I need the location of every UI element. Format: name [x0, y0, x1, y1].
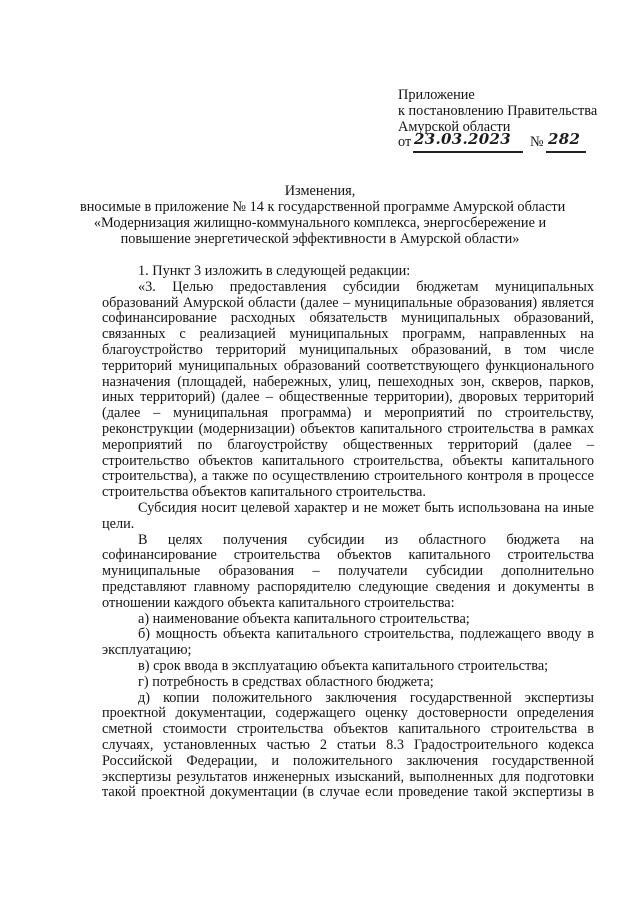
body-line: сметной стоимости строительства объектов капитального строительства в [102, 721, 594, 738]
body-line: г) потребность в средствах областного бюджета; [138, 673, 434, 690]
decree-date-number-row [398, 130, 634, 157]
body-line: эксплуатацию; [102, 642, 192, 659]
body-line: а) наименование объекта капитального строительства; [138, 610, 470, 627]
appendix-line-1: Приложение [398, 87, 475, 103]
body-line: территорий муниципальных образований соответствующего функционального [102, 357, 594, 374]
body-line: проектной документации, содержащего оценку достоверности определения [102, 705, 594, 722]
body-line: экспертизы результатов инженерных изысканий, выполненных для подготовки [102, 768, 594, 785]
body-line: муниципальные образования – получатели субсидии дополнительно [102, 563, 594, 580]
document-body [102, 264, 594, 801]
date-underline [413, 151, 523, 152]
decree-date-handwritten: 23.03.2023 [414, 130, 511, 149]
body-line: д) копии положительного заключения государственной экспертизы [138, 689, 594, 706]
body-line: отношении каждого объекта капитального строительства: [102, 594, 455, 611]
body-line: строительство объектов капитального строительства, объекты капитального [102, 452, 594, 469]
title-line-4: повышение энергетической эффективности в Амурской области» [120, 230, 520, 247]
title-line-2: вносимые в приложение № 14 к государственной программе Амурской области [80, 198, 566, 215]
body-line: назначения (площадей, набережных, улиц, пешеходных зон, скверов, парков, [102, 373, 594, 390]
date-prefix: от [398, 134, 412, 151]
body-line: строительства), а также по осуществлению строительного контроля в процессе [102, 468, 594, 485]
appendix-line-3: Амурской области [398, 118, 511, 135]
title-line-3: «Модернизация жилищно-коммунального комплекса, энергосбережение и [93, 214, 547, 231]
number-underline [546, 151, 586, 152]
body-line: В целях получения субсидии из областного бюджета на [138, 531, 594, 548]
body-line: представляют главному распорядителю следующие сведения и документы в [102, 578, 594, 595]
body-line: б) мощность объекта капитального строительства, подлежащего вводу в [138, 626, 594, 643]
number-prefix: № [530, 134, 544, 151]
body-line: цели. [102, 515, 135, 532]
body-line: 1. Пункт 3 изложить в следующей редакции: [138, 263, 411, 279]
body-line: (далее – муниципальная программа) и мероприятий по строительству, [102, 405, 594, 422]
body-line: мероприятий по благоустройству общественных территорий (далее – [102, 436, 594, 453]
body-line: строительства объектов капитального строительства. [102, 484, 426, 501]
body-line: реконструкции (модернизации) объектов капитального строительства в рамках [102, 420, 594, 437]
body-line: благоустройство территорий муниципальных образований, в том числе [102, 341, 594, 358]
title-line-1: Изменения, [284, 183, 356, 199]
body-line: такой проектной документации (в случае если проведение такой экспертизы в [102, 784, 594, 801]
body-line: связанных с реализацией муниципальных программ, направленных на [102, 326, 594, 343]
appendix-header [398, 88, 634, 157]
body-line: Российской Федерации, и положительного заключения государственной [102, 752, 594, 769]
body-line: софинансирование строительства объектов капитального строительства [102, 547, 594, 564]
appendix-line-2: к постановлению Правительства [398, 102, 598, 119]
body-line: в) срок ввода в эксплуатацию объекта капитального строительства; [138, 657, 549, 674]
body-line: случаях, установленных частью 2 статьи 8.3 Градостроительного кодекса [102, 736, 594, 753]
decree-number-handwritten: 282 [548, 130, 581, 149]
document-title [80, 183, 566, 248]
body-line: образований Амурской области (далее – муниципальные образования) является [102, 294, 594, 311]
body-line: «3. Целью предоставления субсидии бюджетам муниципальных [138, 278, 594, 295]
body-line: Субсидия носит целевой характер и не может быть использована на иные [138, 499, 594, 516]
body-line: иных территорий) (далее – общественные территории), дворовых территорий [102, 389, 594, 406]
body-line: софинансирование расходных обязательств муниципальных образований, [102, 310, 594, 327]
